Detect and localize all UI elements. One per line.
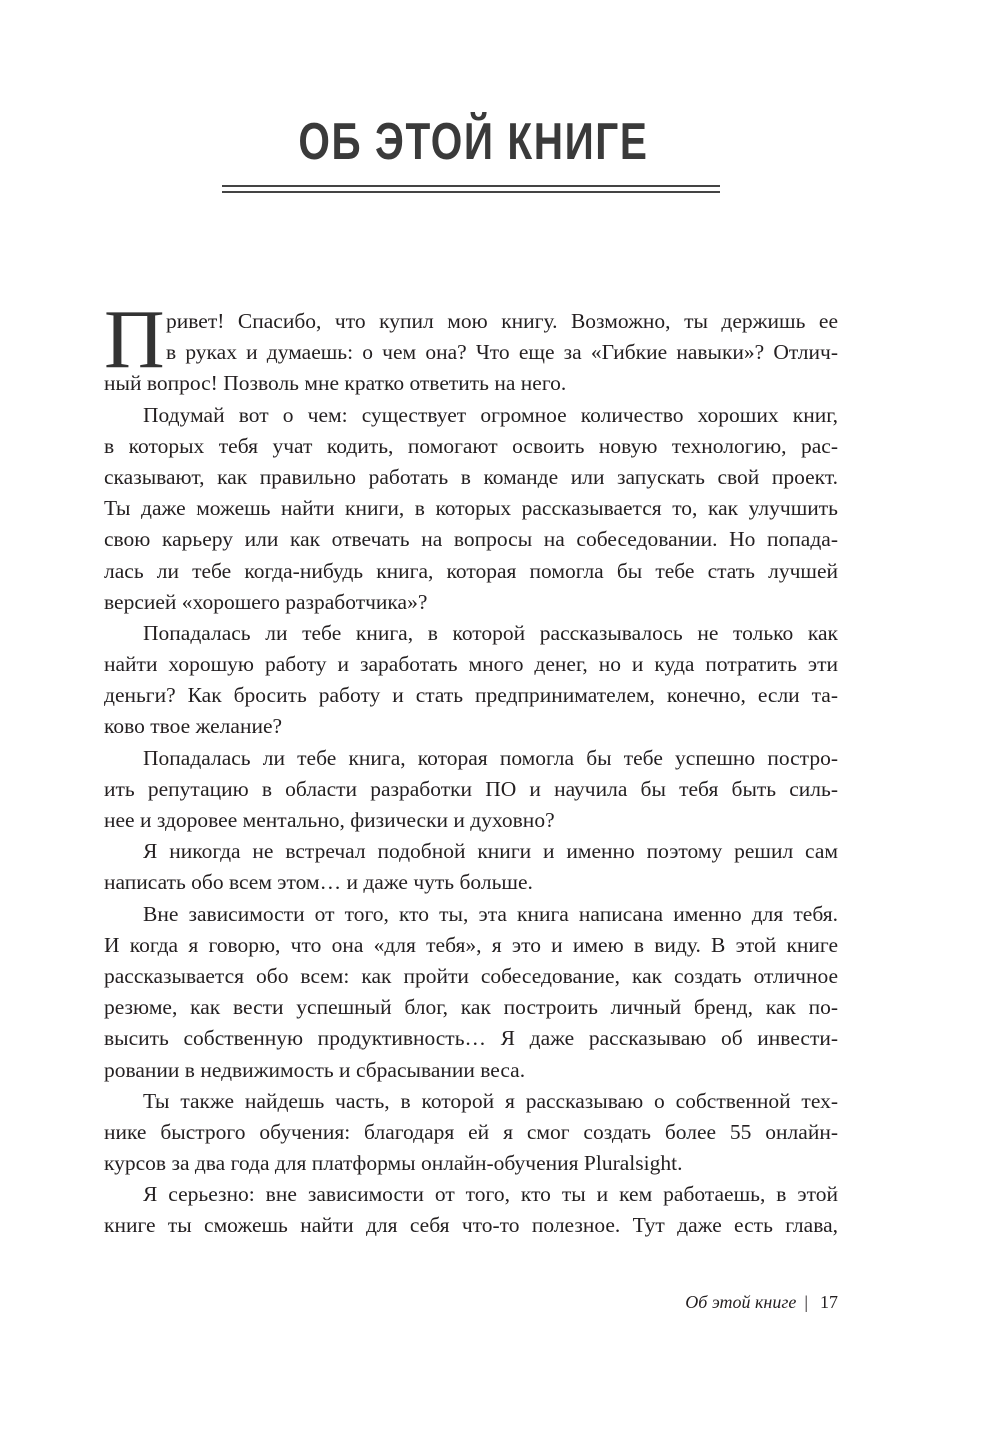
text-line: Ты также найдешь часть, в которой я рассказываю о собственной тех- — [143, 1088, 838, 1113]
title-rule-bottom — [222, 191, 720, 193]
text-line: Я серьезно: вне зависимости от того, кто ты и кем работаешь, в этой — [143, 1182, 838, 1207]
text-line: ривет! Спасибо, что купил мою книгу. Возможно, ты держишь ее — [166, 309, 838, 333]
text-line: ково твое желание? — [104, 714, 283, 739]
text-line: написать обо всем этом… и даже чуть больше. — [104, 870, 533, 895]
text-line: курсов за два года для платформы онлайн-обучения Pluralsight. — [104, 1151, 683, 1176]
text-line: нее и здоровее ментально, физически и духовно? — [104, 808, 555, 832]
text-line: сказывают, как правильно работать в команде или запускать свой проект. — [104, 464, 838, 489]
text-line: свою карьеру или как отвечать на вопросы на собеседовании. Но попада- — [104, 527, 838, 552]
chapter-title: ОБ ЭТОЙ КНИГЕ — [297, 113, 649, 171]
text-line: версией «хорошего разработчика»? — [104, 589, 428, 614]
footer-separator: | — [804, 1292, 808, 1312]
text-line: книге ты сможешь найти для себя что-то полезное. Тут даже есть глава, — [104, 1213, 838, 1238]
text-line: Вне зависимости от того, кто ты, эта книга написана именно для тебя. — [143, 901, 838, 926]
title-rule-top — [222, 185, 720, 187]
footer-section-title: Об этой книге — [685, 1292, 797, 1312]
text-line: деньги? Как бросить работу и стать предпринимателем, конечно, если та- — [104, 683, 838, 708]
body-text — [104, 293, 838, 1242]
text-line: рассказывается обо всем: как пройти собеседование, как создать отличное — [104, 963, 838, 988]
text-line: найти хорошую работу и заработать много денег, но и куда потратить эти — [104, 652, 838, 677]
text-line: ный вопрос! Позволь мне кратко ответить на него. — [104, 371, 567, 396]
text-line: Подумай вот о чем: существует огромное количество хороших книг, — [143, 402, 838, 427]
text-line: Попадалась ли тебе книга, которая помогла бы тебе успешно постро- — [143, 745, 838, 770]
text-line: Попадалась ли тебе книга, в которой рассказывалось не только как — [143, 620, 838, 645]
drop-cap: П — [104, 293, 165, 386]
text-line: в которых тебя учат кодить, помогают освоить новую технологию, рас- — [104, 433, 838, 458]
text-line: лась ли тебе когда-нибудь книга, которая помогла бы тебе стать лучшей — [104, 558, 838, 583]
text-line: ровании в недвижимость и сбрасывании веса. — [104, 1057, 526, 1082]
text-line: нике быстрого обучения: благодаря ей я смог создать более 55 онлайн- — [104, 1119, 838, 1144]
running-footer — [685, 1292, 838, 1313]
page-number: 17 — [820, 1292, 838, 1312]
text-line: резюме, как вести успешный блог, как построить личный бренд, как по- — [104, 995, 838, 1020]
text-line: И когда я говорю, что она «для тебя», я это и имею в виду. В этой книге — [104, 932, 838, 957]
text-line: ить репутацию в области разработки ПО и научила бы тебя быть силь- — [104, 776, 838, 801]
text-line: Ты даже можешь найти книги, в которых рассказывается то, как улучшить — [104, 496, 838, 521]
text-line: Я никогда не встречал подобной книги и именно поэтому решил сам — [143, 839, 838, 864]
text-line: в руках и думаешь: о чем она? Что еще за «Гибкие навыки»? Отлич- — [166, 340, 838, 365]
text-line: высить собственную продуктивность… Я даже рассказываю об инвести- — [104, 1026, 838, 1051]
